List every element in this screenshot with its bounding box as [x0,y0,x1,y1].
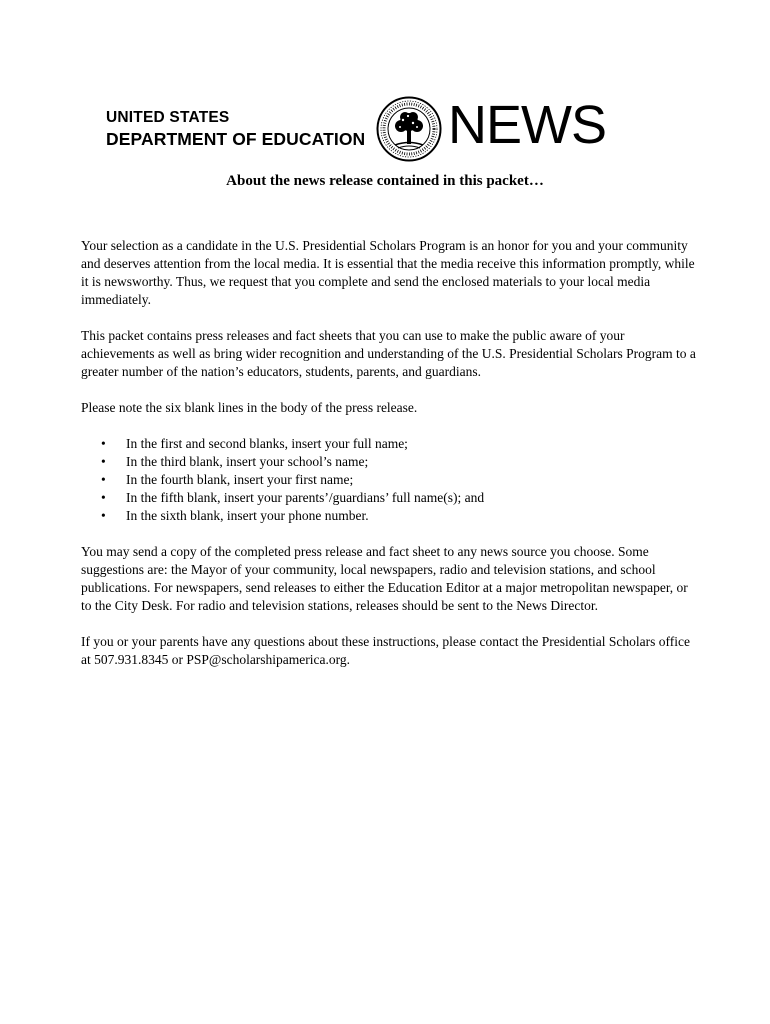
letterhead [106,96,676,162]
list-item: • In the first and second blanks, insert your full name; [81,435,701,453]
paragraph-news-sources: You may send a copy of the completed press release and fact sheet to any news source you choose. Some suggestions are: the Mayor of your community, local newspapers, radio and television stations, and school publications. For newspapers, send releases to either the Education Editor at a major metropolitan newspaper, or to the City Desk. For radio and television stations, releases should be sent to the News Director. [81,544,688,613]
document-body [81,237,701,687]
department-line-2: DEPARTMENT OF EDUCATION [106,129,366,149]
paragraph-packet-contents: This packet contains press releases and fact sheets that you can use to make the public aware of your achievements as well as bring wider recognition and understanding of the U.S. Presidential Scholars Program to a greater number of the nation’s educators, students, parents, and guardians. [81,328,696,379]
paragraph-selection: Your selection as a candidate in the U.S. Presidential Scholars Program is an honor for you and your community and deserves attention from the local media. It is essential that the media receive this information promptly, while it is newsworthy. Thus, we request that you complete and send the enclosed materials to your local media immediately. [81,238,695,307]
blanks-list [81,435,701,525]
paragraph-contact: If you or your parents have any questions about these instructions, please contact the Presidential Scholars office at 507.931.8345 or PSP@scholarshipamerica.org. [81,634,690,667]
list-item: • In the fourth blank, insert your first name; [81,471,701,489]
list-item: • In the fifth blank, insert your parents’/guardians’ full name(s); and [81,489,701,507]
list-item: • In the sixth blank, insert your phone number. [81,507,701,525]
news-wordmark: NEWS [448,95,606,155]
blanks-intro: Please note the six blank lines in the body of the press release. [81,400,418,415]
department-seal-icon [376,96,442,162]
page-title: About the news release contained in this packet… [226,173,544,189]
department-line-1: UNITED STATES [106,109,230,126]
list-item: • In the third blank, insert your school’s name; [81,453,701,471]
department-name [106,109,365,150]
